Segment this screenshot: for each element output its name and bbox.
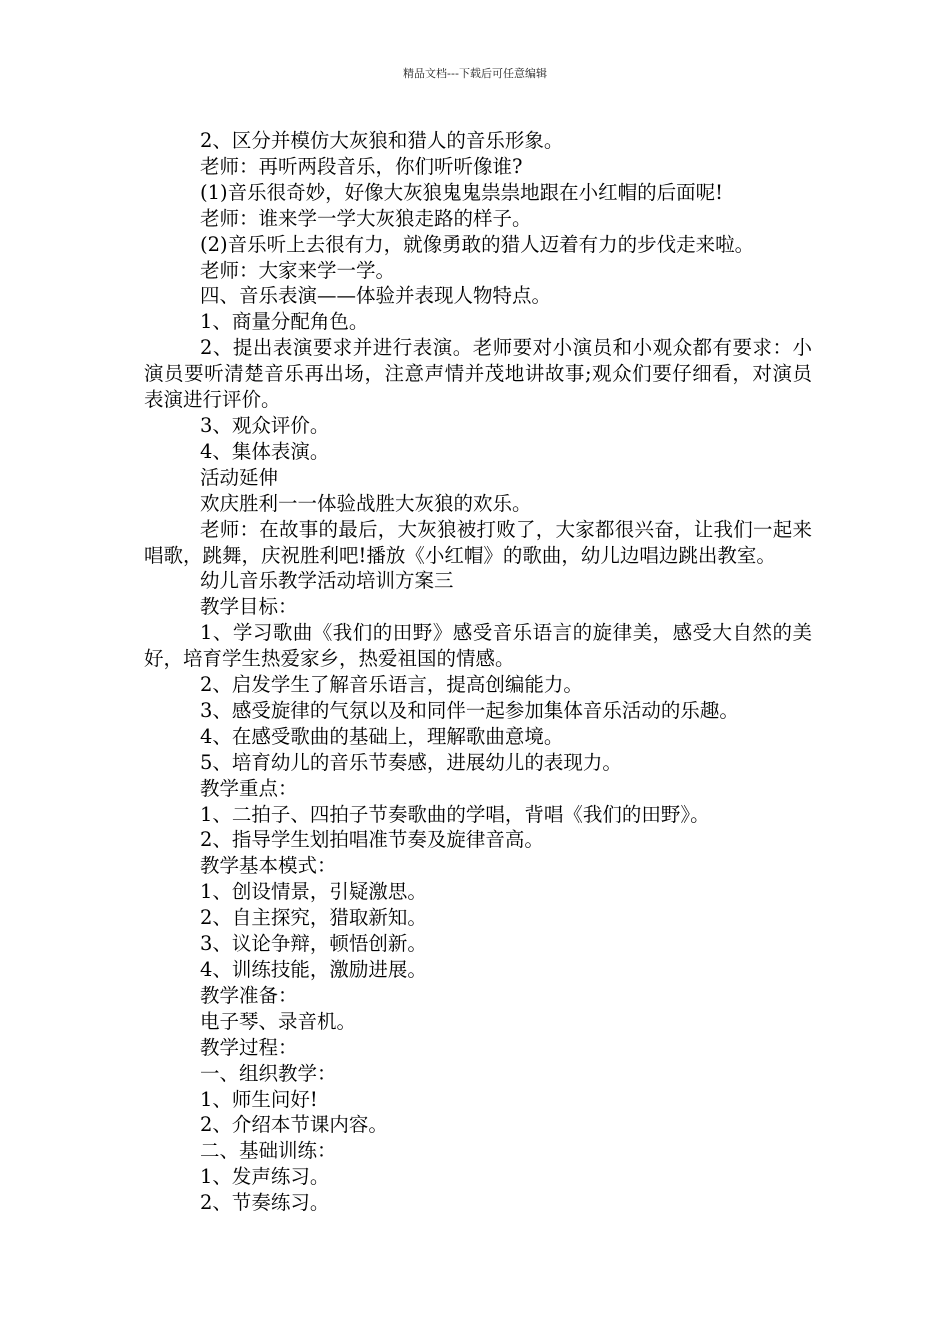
section-heading: 一、组织教学： <box>200 1061 337 1085</box>
paragraph: 老师：大家来学一学。 <box>200 258 396 282</box>
list-item: 1、发声练习。 <box>200 1165 330 1189</box>
paragraph: 3、观众评价。 <box>200 413 330 437</box>
list-item: 3、议论争辩，顿悟创新。 <box>200 932 427 956</box>
list-item: 2、启发学生了解音乐语言，提高创编能力。 <box>200 673 583 697</box>
paragraph: 1、商量分配角色。 <box>200 310 369 334</box>
list-item: 1、创设情景，引疑激思。 <box>200 880 427 904</box>
section-heading: 活动延伸 <box>200 465 279 489</box>
list-item: 2、自主探究，猎取新知。 <box>200 906 427 930</box>
paragraph: 2、区分并模仿大灰狼和猎人的音乐形象。 <box>200 129 564 152</box>
paragraph: 2、提出表演要求并进行表演。老师要对小演员和小观众都有要求：小演员要听清楚音乐再出场，注意声情并茂地讲故事;观众们要仔细看，对演员表演进行评价。 <box>144 336 812 412</box>
list-item: 1、二拍子、四拍子节奏歌曲的学唱，背唱《我们的田野》。 <box>200 802 710 826</box>
page-header: 精品文档---下载后可任意编辑 <box>403 67 547 80</box>
paragraph: 电子琴、录音机。 <box>200 1009 357 1033</box>
paragraph: 老师：谁来学一学大灰狼走路的样子。 <box>200 206 532 230</box>
section-title: 幼儿音乐教学活动培训方案三 <box>200 569 454 593</box>
paragraph: (2)音乐听上去很有力，就像勇敢的猎人迈着有力的步伐走来啦。 <box>200 232 755 256</box>
section-heading: 教学基本模式： <box>200 854 337 878</box>
list-item: 5、培育幼儿的音乐节奏感，进展幼儿的表现力。 <box>200 750 622 774</box>
paragraph: 老师：再听两段音乐，你们听听像谁? <box>200 154 523 178</box>
document-body <box>144 128 812 1216</box>
paragraph: 欢庆胜利一一体验战胜大灰狼的欢乐。 <box>200 491 532 515</box>
section-heading: 四、音乐表演——体验并表现人物特点。 <box>200 284 552 308</box>
paragraph: (1)音乐很奇妙，好像大灰狼鬼鬼祟祟地跟在小红帽的后面呢! <box>200 180 723 204</box>
list-item: 4、训练技能，激励进展。 <box>200 958 427 981</box>
section-heading: 二、基础训练： <box>200 1139 337 1163</box>
section-heading: 教学过程： <box>200 1035 298 1059</box>
section-heading: 教学目标： <box>200 595 298 619</box>
list-item: 1、师生问好! <box>200 1087 318 1111</box>
section-heading: 教学重点： <box>200 776 298 800</box>
list-item: 2、介绍本节课内容。 <box>200 1113 388 1137</box>
list-item: 1、学习歌曲《我们的田野》感受音乐语言的旋律美，感受大自然的美好，培育学生热爱家乡，热爱祖国的情感。 <box>144 621 812 671</box>
list-item: 3、感受旋律的气氛以及和同伴一起参加集体音乐活动的乐趣。 <box>200 698 739 722</box>
paragraph: 4、集体表演。 <box>200 439 330 463</box>
paragraph: 老师：在故事的最后，大灰狼被打败了，大家都很兴奋，让我们一起来唱歌，跳舞，庆祝胜利吧!播放《小红帽》的歌曲，幼儿边唱边跳出教室。 <box>144 517 812 567</box>
list-item: 2、指导学生划拍唱准节奏及旋律音高。 <box>200 828 544 852</box>
list-item: 2、节奏练习。 <box>200 1191 330 1215</box>
section-heading: 教学准备： <box>200 983 298 1007</box>
list-item: 4、在感受歌曲的基础上，理解歌曲意境。 <box>200 724 564 748</box>
